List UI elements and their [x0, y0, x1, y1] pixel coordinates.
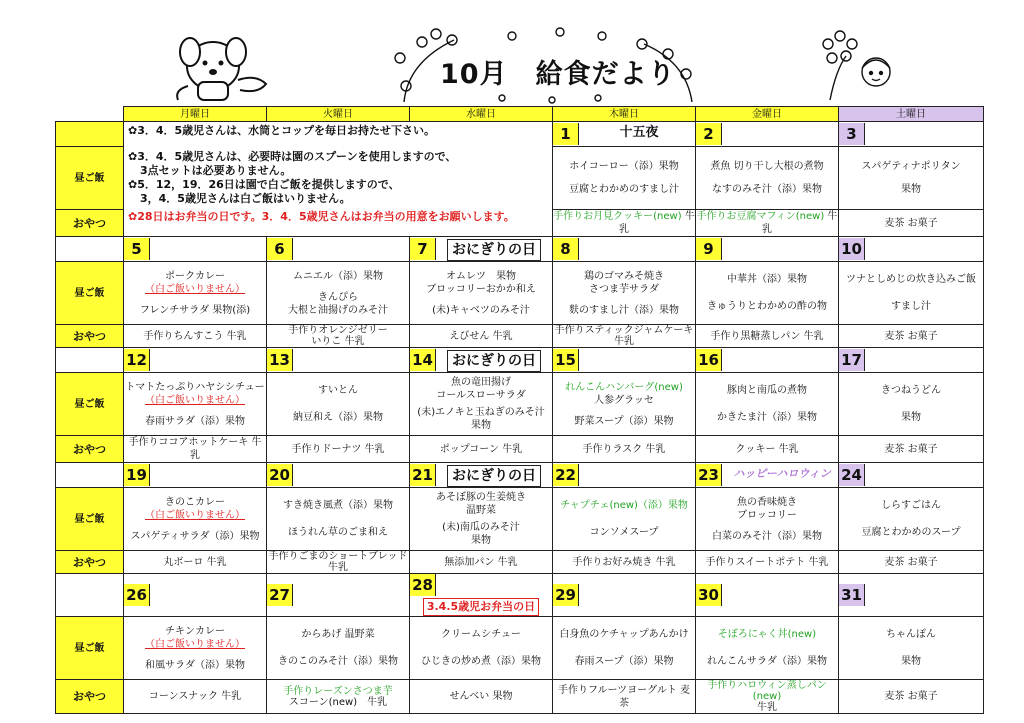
date-number: 29 [553, 584, 579, 606]
lunch-cell [410, 262, 553, 325]
menu-line: しらすごはん [881, 500, 941, 511]
event-label: おにぎりの日 [447, 239, 541, 261]
date-cell [696, 348, 839, 373]
menu-line: すいとん [318, 385, 358, 396]
corner-cell [56, 107, 124, 122]
lunch-cell [267, 488, 410, 551]
menu-line: 白身魚のケチャップあんかけ [559, 629, 689, 640]
menu-line: きゅうりとわかめの酢の物 [707, 301, 827, 312]
menu-line: 納豆和え（添）果物 [293, 412, 383, 423]
dog-illustration [168, 30, 278, 108]
day-header-thu: 木曜日 [553, 107, 696, 122]
snack-cell [267, 680, 410, 714]
snack-cell: 手作りちんすこう 牛乳 [124, 325, 267, 348]
menu-line: なすのみそ汁（添）果物 [712, 184, 822, 195]
menu-line: ポークカレー [165, 270, 225, 282]
snack-cell: 麦茶 お菓子 [839, 325, 984, 348]
date-number: 7 [410, 238, 436, 260]
date-number: 2 [696, 123, 722, 145]
date-number: 14 [410, 349, 436, 371]
menu-line: 果物 [901, 184, 921, 195]
snack-cell [696, 680, 839, 714]
child-illustration [810, 26, 900, 104]
date-cell [839, 237, 984, 262]
lunch-cell [553, 617, 696, 680]
date-number: 31 [839, 584, 865, 606]
menu-line: ブロッコリーおかか和え [426, 283, 536, 295]
snack-cell [553, 210, 696, 237]
date-cell [124, 348, 267, 373]
date-number: 30 [696, 584, 722, 606]
label-spacer [56, 122, 124, 147]
date-number: 16 [696, 349, 722, 371]
notice-line: 3，4．5歳児さんは白ご飯はいりません。 [140, 192, 351, 205]
snack-label: おやつ [56, 680, 124, 714]
lunch-cell [410, 373, 553, 436]
menu-line: すき焼き風煮（添）果物 [283, 500, 393, 511]
lunch-cell [839, 488, 984, 551]
snack-label: おやつ [56, 436, 124, 463]
date-number: 5 [124, 238, 150, 260]
notice-line: ✿3．4．5歳児さんは、必要時は園のスプーンを使用しますので、 [128, 150, 457, 163]
menu-line: コンソメスープ [589, 527, 659, 538]
date-number: 10 [839, 238, 865, 260]
date-cell [839, 463, 984, 488]
event-label: おにぎりの日 [447, 350, 541, 372]
snack-cell: 麦茶 お菓子 [839, 210, 984, 237]
menu-line: オムレツ 果物 [446, 270, 516, 282]
date-number: 27 [267, 584, 293, 606]
menu-line: ちゃんぽん [886, 629, 936, 640]
menu-line: 白菜のみそ汁（添）果物 [712, 530, 822, 542]
day-header-wed: 水曜日 [410, 107, 553, 122]
menu-line: （白ご飯いりません） [145, 638, 245, 650]
snack-text: 牛乳 [619, 211, 695, 235]
menu-line: 豆腐とわかめのすまし汁 [569, 184, 679, 195]
menu-line: スパゲティナポリタン [861, 161, 961, 172]
date-cell [553, 463, 696, 488]
date-number: 23 [696, 464, 722, 486]
snack-text: 手作りごまのショートブレッド [268, 551, 408, 562]
notice-line: 3点セットは必要ありません。 [140, 164, 292, 177]
menu-line: ムニエル（添）果物 [293, 270, 383, 282]
menu-line: 野菜スープ（添）果物 [574, 415, 674, 427]
lunch-cell [839, 373, 984, 436]
snack-cell: 手作りドーナツ 牛乳 [267, 436, 410, 463]
menu-line: 和風サラダ（添）果物 [145, 659, 245, 671]
menu-line: きのこカレー [165, 496, 225, 508]
snack-cell [267, 325, 410, 348]
menu-line: ほうれん草のごま和え [288, 527, 388, 538]
date-number: 12 [124, 349, 150, 371]
lunch-label: 昼ご飯 [56, 488, 124, 551]
menu-line: 果物 [901, 656, 921, 667]
snack-text: 牛乳 [328, 562, 348, 573]
menu-line: さつま芋サラダ [589, 283, 659, 295]
notice-box [124, 122, 553, 237]
event-label: おにぎりの日 [447, 465, 541, 487]
menu-line: コールスローサラダ [436, 390, 526, 401]
date-cell [410, 463, 553, 488]
snack-text: いりこ 牛乳 [311, 336, 365, 347]
date-cell [410, 574, 553, 617]
date-number: 1 [553, 123, 579, 145]
snack-cell: ポップコーン 牛乳 [410, 436, 553, 463]
menu-line: 春雨スープ（添）果物 [574, 656, 674, 667]
date-cell [839, 574, 984, 617]
menu-line: 鶏のゴマみそ焼き [584, 270, 664, 282]
date-cell [410, 237, 553, 262]
snack-cell [267, 551, 410, 574]
menu-line: （白ご飯いりません） [145, 509, 245, 521]
menu-line: れんこんハンバーグ(new) [565, 381, 683, 393]
page-title: 10月 給食だより [440, 59, 676, 90]
day-header-fri: 金曜日 [696, 107, 839, 122]
lunch-cell [553, 147, 696, 210]
date-number: 26 [124, 584, 150, 606]
snack-label: おやつ [56, 210, 124, 237]
snack-text: 手作りレーズンさつま芋 [283, 685, 393, 697]
snack-cell: 手作りフルーツヨーグルト 麦茶 [553, 680, 696, 714]
date-cell [696, 463, 839, 488]
menu-line: かきたま汁（添）果物 [717, 412, 817, 423]
menu-line: (未)南瓜のみそ汁 [442, 522, 520, 533]
date-cell [124, 463, 267, 488]
snack-cell: 無添加パン 牛乳 [410, 551, 553, 574]
day-header-sat: 土曜日 [839, 107, 984, 122]
date-number: 8 [553, 238, 579, 260]
lunch-cell [553, 373, 696, 436]
date-cell [267, 574, 410, 617]
lunch-cell [124, 373, 267, 436]
menu-line: きのこのみそ汁（添）果物 [278, 656, 398, 667]
snack-text: 手作りハロウィン蒸しパン(new) [707, 680, 827, 702]
lunch-cell [696, 488, 839, 551]
menu-line: 人参グラッセ [594, 394, 654, 406]
lunch-label: 昼ご飯 [56, 262, 124, 325]
menu-line: 果物 [471, 420, 491, 431]
menu-line: ひじきの炒め煮（添）果物 [421, 656, 541, 667]
menu-line: チキンカレー [165, 625, 225, 637]
menu-line: ホイコーロー（添）果物 [569, 161, 679, 172]
snack-cell: えびせん 牛乳 [410, 325, 553, 348]
date-number: 17 [839, 349, 865, 371]
lunch-cell [410, 488, 553, 551]
date-cell [553, 348, 696, 373]
menu-calendar [55, 106, 984, 714]
lunch-cell [410, 617, 553, 680]
snack-cell: 麦茶 お菓子 [839, 551, 984, 574]
snack-cell [696, 210, 839, 237]
snack-text: 手作りオレンジゼリー [288, 325, 388, 336]
menu-line: れんこんサラダ（添）果物 [707, 656, 827, 667]
label-spacer [56, 574, 124, 617]
lunch-label: 昼ご飯 [56, 373, 124, 436]
menu-line: ツナとしめじの炊き込みご飯 [846, 274, 976, 285]
event-label: ハッピーハロウィン [733, 467, 831, 480]
header [0, 0, 1024, 106]
notice-line: ✿5．12，19．26日は園で白ご飯を提供しますので、 [128, 178, 400, 191]
menu-line: 煮魚 切り干し大根の煮物 [710, 161, 824, 172]
day-header-tue: 火曜日 [267, 107, 410, 122]
menu-line: ブロッコリー [737, 509, 797, 521]
snack-text: 手作りスティックジャムケーキ [554, 325, 694, 336]
snack-label: おやつ [56, 325, 124, 348]
lunch-cell [696, 617, 839, 680]
day-header-mon: 月曜日 [124, 107, 267, 122]
menu-line: 温野菜 [466, 505, 496, 516]
date-cell [267, 237, 410, 262]
snack-text: 牛乳 [762, 211, 838, 235]
lunch-label: 昼ご飯 [56, 617, 124, 680]
menu-line: フレンチサラダ 果物(添) [139, 304, 251, 316]
menu-line: 中華丼（添）果物 [727, 274, 807, 285]
date-number: 22 [553, 464, 579, 486]
notice-line-bento: ✿28日はお弁当の日です。3．4．5歳児さんはお弁当の用意をお願いします。 [128, 210, 515, 223]
lunch-cell [267, 373, 410, 436]
lunch-cell [696, 262, 839, 325]
snack-cell [553, 325, 696, 348]
menu-line: すまし汁 [891, 301, 931, 312]
date-number: 24 [839, 464, 865, 486]
date-number: 13 [267, 349, 293, 371]
lunch-cell [696, 147, 839, 210]
date-cell [696, 122, 839, 147]
menu-line: きんぴら [318, 291, 358, 303]
date-number: 19 [124, 464, 150, 486]
date-cell [410, 348, 553, 373]
date-cell [124, 574, 267, 617]
menu-line: きつねうどん [881, 385, 941, 396]
menu-line: (未)キャベツのみそ汁 [432, 304, 530, 316]
snack-cell: 手作りココアホットケーキ 牛乳 [124, 436, 267, 463]
menu-line: （白ご飯いりません） [145, 283, 245, 295]
menu-line: 果物 [471, 535, 491, 546]
menu-line: クリームシチュー [441, 629, 521, 640]
date-number: 3 [839, 123, 865, 145]
snack-cell: 手作りスイートポテト 牛乳 [696, 551, 839, 574]
date-cell [839, 348, 984, 373]
lunch-cell [553, 262, 696, 325]
menu-line: あそぼ豚の生姜焼き [436, 492, 526, 503]
date-cell [553, 237, 696, 262]
menu-line: スパゲティサラダ（添）果物 [130, 530, 260, 542]
date-cell [267, 463, 410, 488]
label-spacer [56, 463, 124, 488]
lunch-cell [839, 147, 984, 210]
lunch-cell [124, 617, 267, 680]
snack-cell: 丸ボーロ 牛乳 [124, 551, 267, 574]
event-label: 十五夜 [619, 125, 659, 140]
date-cell [124, 237, 267, 262]
lunch-cell [696, 373, 839, 436]
snack-text: 牛乳 [757, 702, 777, 713]
snack-cell: せんべい 果物 [410, 680, 553, 714]
lunch-cell [839, 617, 984, 680]
snack-text: スコーン(new) 牛乳 [288, 696, 388, 708]
lunch-label: 昼ご飯 [56, 147, 124, 210]
date-cell [696, 574, 839, 617]
snack-cell: 手作りお好み焼き 牛乳 [553, 551, 696, 574]
snack-cell: 麦茶 お菓子 [839, 436, 984, 463]
lunch-cell [553, 488, 696, 551]
date-number: 15 [553, 349, 579, 371]
date-cell [553, 122, 696, 147]
menu-line: 春雨サラダ（添）果物 [145, 415, 245, 427]
menu-line: からあげ 温野菜 [301, 629, 375, 640]
label-spacer [56, 237, 124, 262]
date-cell [839, 122, 984, 147]
menu-line: 豚肉と南瓜の煮物 [727, 385, 807, 396]
menu-line: (未)エノキと玉ねぎのみそ汁 [417, 407, 545, 418]
menu-line: 魚の香味焼き [737, 496, 797, 508]
menu-line: （白ご飯いりません） [145, 394, 245, 406]
date-cell [267, 348, 410, 373]
snack-cell: コーンスナック 牛乳 [124, 680, 267, 714]
menu-line: トマトたっぷりハヤシシチュー [125, 381, 265, 393]
menu-line: 魚の竜田揚げ [451, 377, 511, 388]
snack-cell: クッキー 牛乳 [696, 436, 839, 463]
snack-text: 手作りお豆腐マフィン(new) [696, 211, 825, 222]
date-cell [553, 574, 696, 617]
notice-line: ✿3．4．5歳児さんは、水筒とコップを毎日お持たせ下さい。 [128, 124, 435, 137]
event-label: 3.4.5歳児お弁当の日 [423, 598, 539, 616]
snack-text: 牛乳 [614, 336, 634, 347]
snack-cell: 麦茶 お菓子 [839, 680, 984, 714]
menu-line: 大根と油揚げのみそ汁 [288, 304, 388, 316]
snack-label: おやつ [56, 551, 124, 574]
snack-cell: 手作り黒糖蒸しパン 牛乳 [696, 325, 839, 348]
lunch-cell [267, 262, 410, 325]
date-number: 21 [410, 464, 436, 486]
date-number: 28 [410, 574, 436, 596]
menu-line: チャプチェ(new)（添）果物 [560, 500, 688, 511]
menu-line: 麩のすまし汁（添）果物 [569, 304, 679, 316]
menu-line: 豆腐とわかめのスープ [861, 527, 961, 538]
snack-text: 手作りお月見クッキー(new) [553, 211, 682, 222]
label-spacer [56, 348, 124, 373]
snack-cell: 手作りラスク 牛乳 [553, 436, 696, 463]
menu-line: 果物 [901, 412, 921, 423]
lunch-cell [267, 617, 410, 680]
date-number: 20 [267, 464, 293, 486]
lunch-cell [124, 488, 267, 551]
date-number: 9 [696, 238, 722, 260]
date-number: 6 [267, 238, 293, 260]
lunch-cell [124, 262, 267, 325]
lunch-cell [839, 262, 984, 325]
menu-line: そぼろにゃく丼(new) [717, 629, 817, 640]
date-cell [696, 237, 839, 262]
